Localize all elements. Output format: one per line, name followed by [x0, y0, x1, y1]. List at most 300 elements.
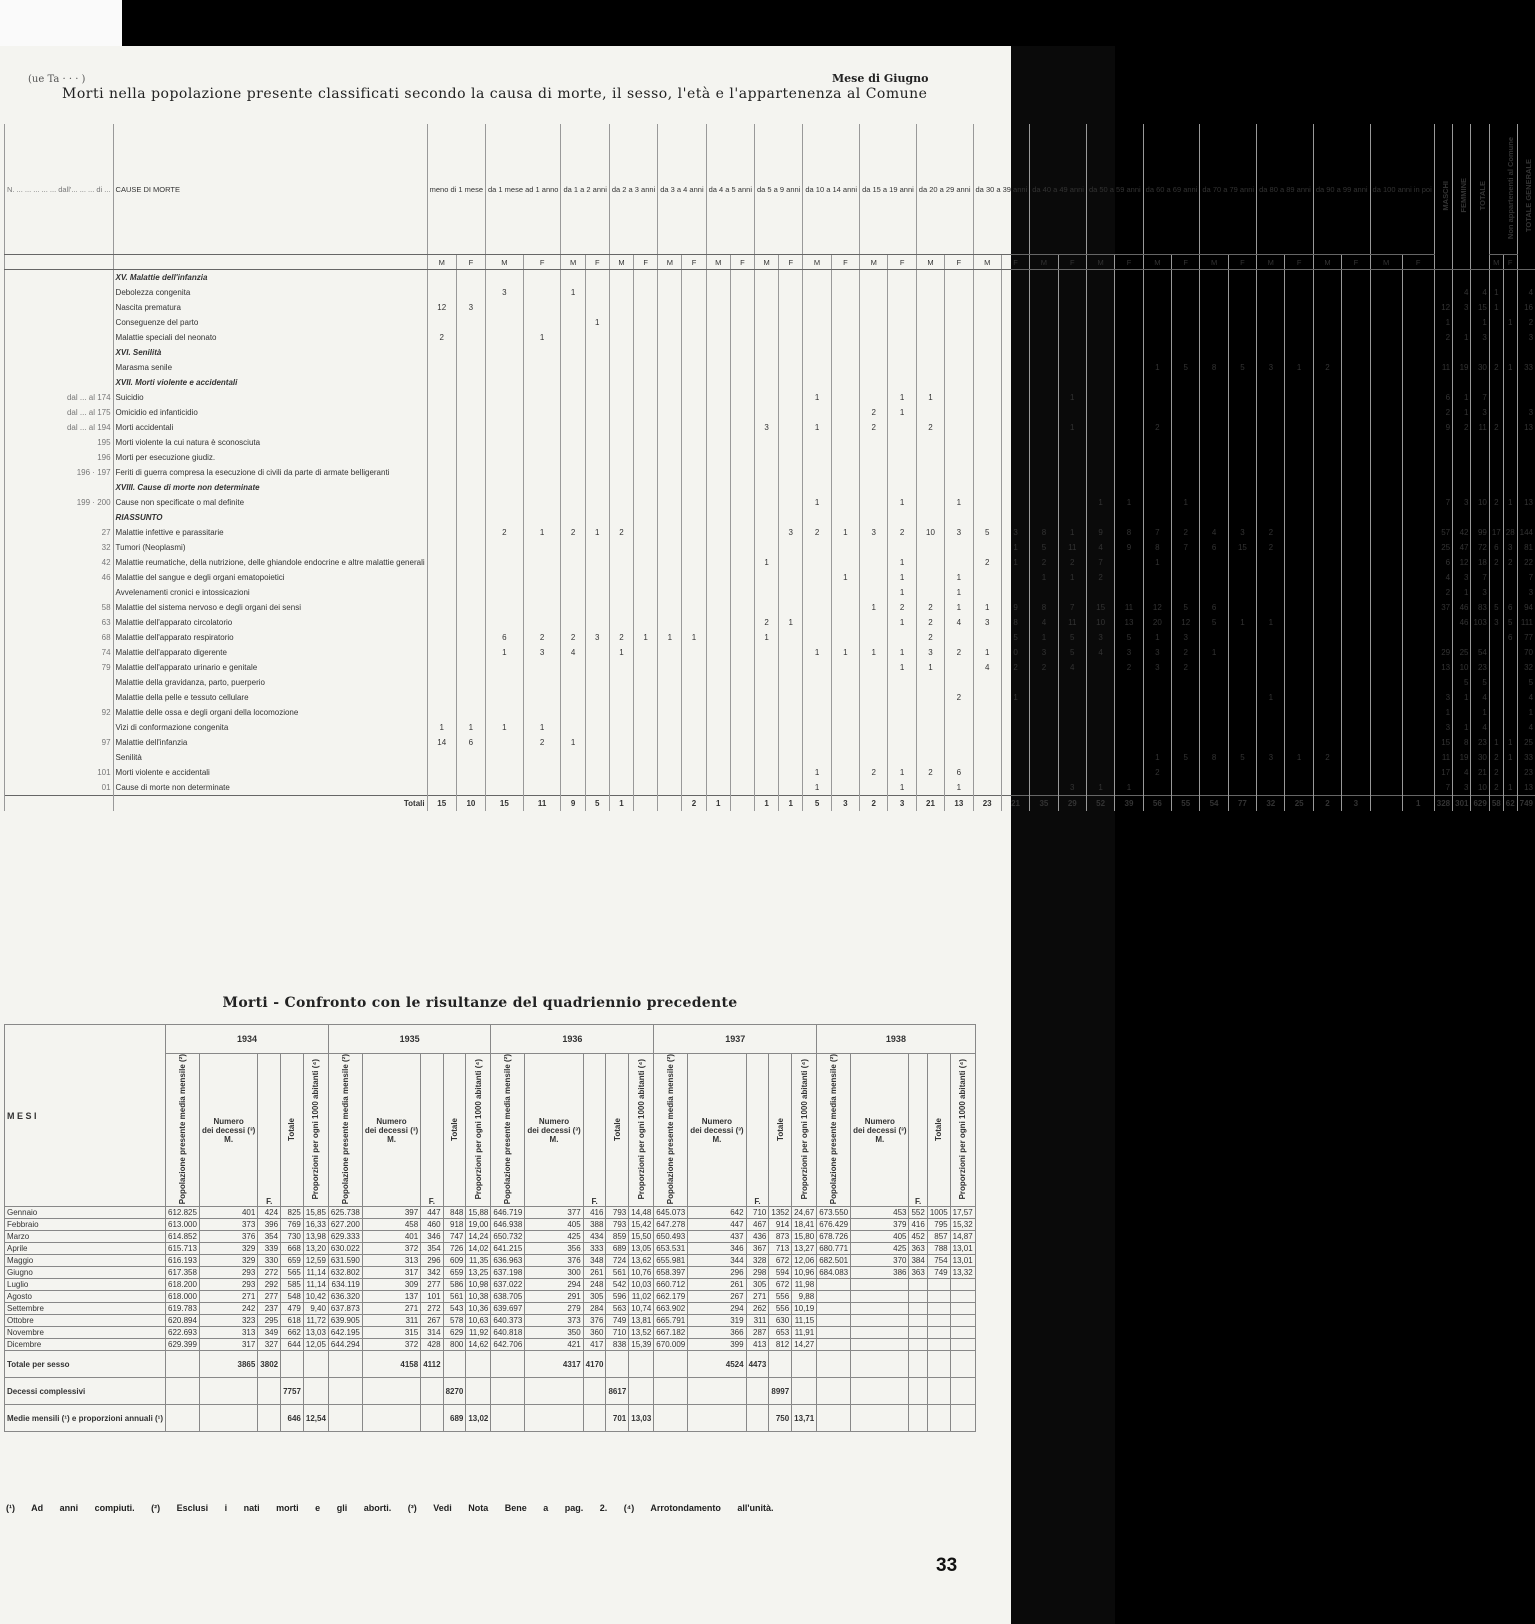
age-cell [1402, 555, 1434, 570]
totals-cell: 1 [754, 796, 778, 812]
month-value: 277 [258, 1291, 281, 1303]
empty-cell [166, 1351, 200, 1378]
age-cell: 3 [1143, 660, 1171, 675]
age-cell [888, 285, 916, 300]
age-cell [803, 360, 831, 375]
age-cell [486, 750, 524, 765]
age-cell [1143, 780, 1171, 796]
cause-name: Suicidio [113, 390, 427, 405]
age-cell [1115, 510, 1143, 525]
age-cell [1342, 540, 1370, 555]
age-cell [779, 510, 803, 525]
age-cell [658, 405, 682, 420]
table-row [5, 315, 1535, 330]
proportion-label: Proporzioni per ogni 1000 abitanti (⁴) [311, 1058, 321, 1200]
sex-header-m: M [427, 255, 456, 270]
month-value: 642.195 [328, 1327, 362, 1339]
summary-cell: 22 [1517, 555, 1535, 570]
age-cell [706, 360, 730, 375]
age-cell [754, 540, 778, 555]
deaths-total-label: Totale [287, 1117, 297, 1141]
month-value [909, 1303, 927, 1315]
age-cell [779, 750, 803, 765]
age-cell [682, 405, 706, 420]
age-cell [456, 555, 485, 570]
age-cell: 1 [803, 390, 831, 405]
total-by-sex-label: Totale per sesso [5, 1351, 166, 1378]
age-cell [888, 480, 916, 495]
age-cell [1402, 585, 1434, 600]
age-cell: 1 [1228, 615, 1256, 630]
age-cell [1285, 435, 1313, 450]
age-cell [456, 750, 485, 765]
age-cell [456, 330, 485, 345]
age-cell [1402, 735, 1434, 750]
month-value: 13,20 [303, 1243, 328, 1255]
summary-cell: 111 [1517, 615, 1535, 630]
month-value: 16,33 [303, 1219, 328, 1231]
age-cell [1086, 345, 1114, 360]
age-cell [888, 720, 916, 735]
age-cell [1115, 330, 1143, 345]
age-cell [634, 300, 658, 315]
summary-cell: 1 [1453, 585, 1471, 600]
age-cell [634, 765, 658, 780]
age-cell [682, 345, 706, 360]
deaths-number-label: Numero [538, 1116, 570, 1126]
totals-cell: 5 [585, 796, 609, 812]
summary-cell: 5 [1489, 600, 1503, 615]
age-cell [888, 435, 916, 450]
cause-code: 199 · 200 [5, 495, 114, 510]
age-cell [609, 495, 633, 510]
month-value: 313 [199, 1327, 257, 1339]
month-value: 676.429 [817, 1219, 851, 1231]
age-cell [1342, 285, 1370, 300]
summary-cell [1489, 330, 1503, 345]
summary-cell: 1 [1471, 315, 1489, 330]
age-cell [1313, 330, 1341, 345]
age-cell: 2 [1172, 525, 1200, 540]
age-cell [706, 555, 730, 570]
age-group-header: da 90 a 99 anni [1313, 124, 1370, 255]
age-cell [682, 390, 706, 405]
age-cell: 1 [561, 285, 585, 300]
totals-cell: 56 [1143, 796, 1171, 812]
month-value: 612.825 [166, 1207, 200, 1219]
age-cell [1058, 765, 1086, 780]
empty-cell [851, 1405, 909, 1432]
month-value: 10,19 [792, 1303, 817, 1315]
month-value: 360 [583, 1327, 606, 1339]
age-cell [561, 555, 585, 570]
month-value: 379 [851, 1219, 909, 1231]
age-cell: 2 [523, 630, 561, 645]
age-group-header: da 50 a 59 anni [1086, 124, 1143, 255]
totals-cell: 2 [1313, 796, 1341, 812]
age-cell [1030, 465, 1058, 480]
age-cell [682, 420, 706, 435]
age-cell [1402, 480, 1434, 495]
age-cell [1402, 315, 1434, 330]
age-cell [1200, 330, 1228, 345]
age-cell [585, 585, 609, 600]
summary-cell: 1 [1503, 495, 1517, 510]
cause-code [5, 375, 114, 390]
month-value: 367 [746, 1243, 769, 1255]
summary-cell [1489, 405, 1503, 420]
age-cell: 5 [1001, 630, 1029, 645]
age-cell [730, 360, 754, 375]
age-cell [1257, 330, 1285, 345]
age-cell: 8 [1200, 360, 1228, 375]
cause-name: Morti accidentali [113, 420, 427, 435]
age-cell [634, 465, 658, 480]
age-cell [1058, 315, 1086, 330]
month-value: 317 [362, 1267, 420, 1279]
age-cell [634, 420, 658, 435]
age-cell [1001, 720, 1029, 735]
age-cell [634, 285, 658, 300]
summary-cell: 4 [1453, 285, 1471, 300]
age-cell [486, 345, 524, 360]
summary-cell: 6 [1434, 390, 1452, 405]
age-cell [1001, 360, 1029, 375]
age-cell: 3 [860, 525, 888, 540]
cause-name: XVIII. Cause di morte non determinate [113, 480, 427, 495]
summary-cell: 3 [1503, 540, 1517, 555]
month-value: 421 [525, 1339, 583, 1351]
population-label: Popolazione presente media mensile (²) [503, 1054, 513, 1205]
age-cell [523, 660, 561, 675]
cause-name: Malattie del sangue e degli organi ematopoietici [113, 570, 427, 585]
age-cell [831, 405, 859, 420]
age-cell [888, 675, 916, 690]
age-cell [1115, 705, 1143, 720]
age-group-header: da 60 a 69 anni [1143, 124, 1200, 255]
age-cell [682, 735, 706, 750]
age-cell [427, 480, 456, 495]
age-cell [730, 555, 754, 570]
age-cell [427, 435, 456, 450]
age-cell: 6 [945, 765, 973, 780]
month-value: 682.501 [817, 1255, 851, 1267]
age-cell [945, 555, 973, 570]
age-cell: 0 [1001, 645, 1029, 660]
table-row [5, 705, 1535, 720]
age-cell [456, 450, 485, 465]
age-cell [730, 525, 754, 540]
age-group-header: da 2 a 3 anni [609, 124, 657, 255]
age-cell [1313, 600, 1341, 615]
age-cell [779, 300, 803, 315]
summary-cell: 1 [1471, 705, 1489, 720]
age-cell [682, 480, 706, 495]
month-value: 873 [769, 1231, 792, 1243]
age-cell [523, 480, 561, 495]
age-cell [779, 345, 803, 360]
age-cell [427, 420, 456, 435]
age-cell [1228, 435, 1256, 450]
age-cell [561, 705, 585, 720]
age-cell [456, 690, 485, 705]
age-cell: 5 [1200, 615, 1228, 630]
month-value: 401 [362, 1231, 420, 1243]
age-cell [609, 780, 633, 796]
age-cell [1285, 390, 1313, 405]
sex-header-m: M [561, 255, 585, 270]
month-value: 373 [199, 1219, 257, 1231]
age-cell [1228, 480, 1256, 495]
age-cell [1030, 330, 1058, 345]
month-value: 315 [362, 1327, 420, 1339]
age-cell [585, 600, 609, 615]
age-cell [486, 780, 524, 796]
month-value [950, 1279, 975, 1291]
age-cell [1143, 705, 1171, 720]
month-value: 724 [606, 1255, 629, 1267]
sex-m-label: M. [549, 1134, 559, 1144]
summary-cell [1471, 450, 1489, 465]
age-cell [1228, 720, 1256, 735]
age-cell: 2 [1313, 360, 1341, 375]
table-row [5, 300, 1535, 315]
age-cell [658, 510, 682, 525]
age-cell [945, 465, 973, 480]
age-cell [730, 630, 754, 645]
age-cell [831, 720, 859, 735]
summary-cell [1489, 375, 1503, 390]
footnote-2: (²) Esclusi i nati morti e gli aborti. [151, 1503, 392, 1513]
footnote-3: (³) Vedi Nota Bene a pag. 2. [407, 1503, 608, 1513]
summary-cell: 3 [1434, 690, 1452, 705]
age-cell [634, 615, 658, 630]
age-cell [1228, 705, 1256, 720]
totals-cell: 52 [1086, 796, 1114, 812]
age-cell [831, 780, 859, 796]
month-row [5, 1315, 976, 1327]
empty-cell [199, 1405, 257, 1432]
month-value: 548 [281, 1291, 304, 1303]
age-cell [945, 315, 973, 330]
month-value: 15,39 [629, 1339, 654, 1351]
month-value: 795 [927, 1219, 950, 1231]
age-cell [1370, 525, 1402, 540]
age-cell [1313, 645, 1341, 660]
month-value: 317 [199, 1339, 257, 1351]
empty-cell [328, 1405, 362, 1432]
month-value: 665.791 [654, 1315, 688, 1327]
age-cell [1313, 780, 1341, 796]
age-cell [658, 435, 682, 450]
age-cell [682, 375, 706, 390]
age-cell [888, 735, 916, 750]
age-cell [1172, 420, 1200, 435]
age-cell [585, 330, 609, 345]
age-cell [860, 615, 888, 630]
month-value: 627.200 [328, 1219, 362, 1231]
month-value: 10,98 [466, 1279, 491, 1291]
age-cell [1285, 615, 1313, 630]
month-value: 10,36 [466, 1303, 491, 1315]
age-cell: 1 [1001, 555, 1029, 570]
age-cell [1200, 480, 1228, 495]
age-cell: 2 [523, 735, 561, 750]
age-cell [609, 300, 633, 315]
age-cell: 3 [1257, 750, 1285, 765]
age-cell [1342, 585, 1370, 600]
age-cell [609, 345, 633, 360]
cause-code [5, 750, 114, 765]
summary-cell: 2 [1489, 555, 1503, 570]
table-row [5, 555, 1535, 570]
age-cell [1058, 465, 1086, 480]
month-value: 339 [258, 1243, 281, 1255]
age-cell [634, 600, 658, 615]
age-cell [860, 675, 888, 690]
summary-cell [1471, 345, 1489, 360]
age-cell [682, 525, 706, 540]
age-cell [754, 660, 778, 675]
summary-cell [1503, 660, 1517, 675]
month-value: 848 [443, 1207, 466, 1219]
month-value [927, 1303, 950, 1315]
proportion-label: Proporzioni per ogni 1000 abitanti (⁴) [958, 1058, 968, 1200]
age-cell [860, 435, 888, 450]
age-cell [1257, 405, 1285, 420]
age-cell [1370, 750, 1402, 765]
summary-cell [1517, 375, 1535, 390]
age-cell [1285, 315, 1313, 330]
age-cell [803, 600, 831, 615]
age-cell [1172, 330, 1200, 345]
age-cell [1030, 705, 1058, 720]
month-value: 370 [851, 1255, 909, 1267]
age-cell [658, 600, 682, 615]
age-cell [1115, 720, 1143, 735]
age-cell [779, 450, 803, 465]
age-cell [1370, 780, 1402, 796]
population-label: Popolazione presente media mensile (²) [340, 1054, 350, 1205]
summary-cell [1503, 480, 1517, 495]
totals-cell: 2 [860, 796, 888, 812]
age-cell: 1 [803, 495, 831, 510]
age-cell [730, 405, 754, 420]
age-cell [523, 270, 561, 286]
month-value: 416 [909, 1219, 927, 1231]
month-value: 349 [258, 1327, 281, 1339]
summary-cell [1434, 510, 1452, 525]
summary-cell [1503, 510, 1517, 525]
month-value [817, 1279, 851, 1291]
age-cell [634, 390, 658, 405]
age-cell [609, 660, 633, 675]
month-value: 284 [583, 1303, 606, 1315]
month-value: 397 [362, 1207, 420, 1219]
empty-cell [654, 1405, 688, 1432]
month-value: 556 [769, 1291, 792, 1303]
month-row [5, 1255, 976, 1267]
age-cell [523, 435, 561, 450]
month-value: 237 [258, 1303, 281, 1315]
month-value: 13,27 [792, 1243, 817, 1255]
age-cell [1172, 720, 1200, 735]
age-cell [803, 375, 831, 390]
age-cell [973, 450, 1001, 465]
age-cell [1115, 735, 1143, 750]
empty-cell [746, 1405, 769, 1432]
summary-cell: 29 [1434, 645, 1452, 660]
age-cell [1285, 345, 1313, 360]
month-value: 615.713 [166, 1243, 200, 1255]
cause-name: Malattie dell'apparato respiratorio [113, 630, 427, 645]
summary-cell [1434, 375, 1452, 390]
total-deaths: 8617 [606, 1378, 629, 1405]
age-cell: 2 [1030, 660, 1058, 675]
summary-cell [1503, 570, 1517, 585]
summary-cell: 5 [1471, 675, 1489, 690]
age-cell: 1 [888, 390, 916, 405]
month-value: 542 [606, 1279, 629, 1291]
age-cell [973, 270, 1001, 286]
month-value: 10,76 [629, 1267, 654, 1279]
age-cell [1086, 690, 1114, 705]
summary-cell [1471, 630, 1489, 645]
age-cell [682, 315, 706, 330]
table-row [5, 540, 1535, 555]
deaths-f-header: F. [421, 1054, 443, 1207]
age-cell [561, 450, 585, 465]
age-cell [634, 645, 658, 660]
age-cell [860, 630, 888, 645]
age-group-header: da 1 a 2 anni [561, 124, 609, 255]
month-value: 14,24 [466, 1231, 491, 1243]
summary-cell: 7 [1434, 495, 1452, 510]
age-cell: 2 [1143, 765, 1171, 780]
age-cell: 3 [585, 630, 609, 645]
age-cell [1172, 435, 1200, 450]
age-cell [706, 675, 730, 690]
empty-cell [629, 1378, 654, 1405]
age-cell [730, 390, 754, 405]
age-cell [1058, 720, 1086, 735]
age-cell [1058, 360, 1086, 375]
summary-cell [1489, 585, 1503, 600]
age-group-header: da 30 a 39 anni [973, 124, 1030, 255]
month-value: 637.022 [491, 1279, 525, 1291]
age-cell [561, 480, 585, 495]
age-cell [754, 645, 778, 660]
age-cell [1370, 435, 1402, 450]
age-cell [523, 555, 561, 570]
summary-cell: 13 [1434, 660, 1452, 675]
age-cell: 15 [1228, 540, 1256, 555]
age-cell [1086, 315, 1114, 330]
age-cell [831, 705, 859, 720]
age-cell [1172, 315, 1200, 330]
age-cell [1058, 450, 1086, 465]
age-cell: 3 [1115, 645, 1143, 660]
cause-name: Nascita prematura [113, 300, 427, 315]
deaths-f-header: F. [909, 1054, 927, 1207]
table-row [5, 495, 1535, 510]
age-cell [456, 510, 485, 525]
age-cell: 13 [1115, 615, 1143, 630]
age-cell [1228, 375, 1256, 390]
age-cell [1115, 690, 1143, 705]
age-cell: 11 [1058, 540, 1086, 555]
month-value: 659 [281, 1255, 304, 1267]
